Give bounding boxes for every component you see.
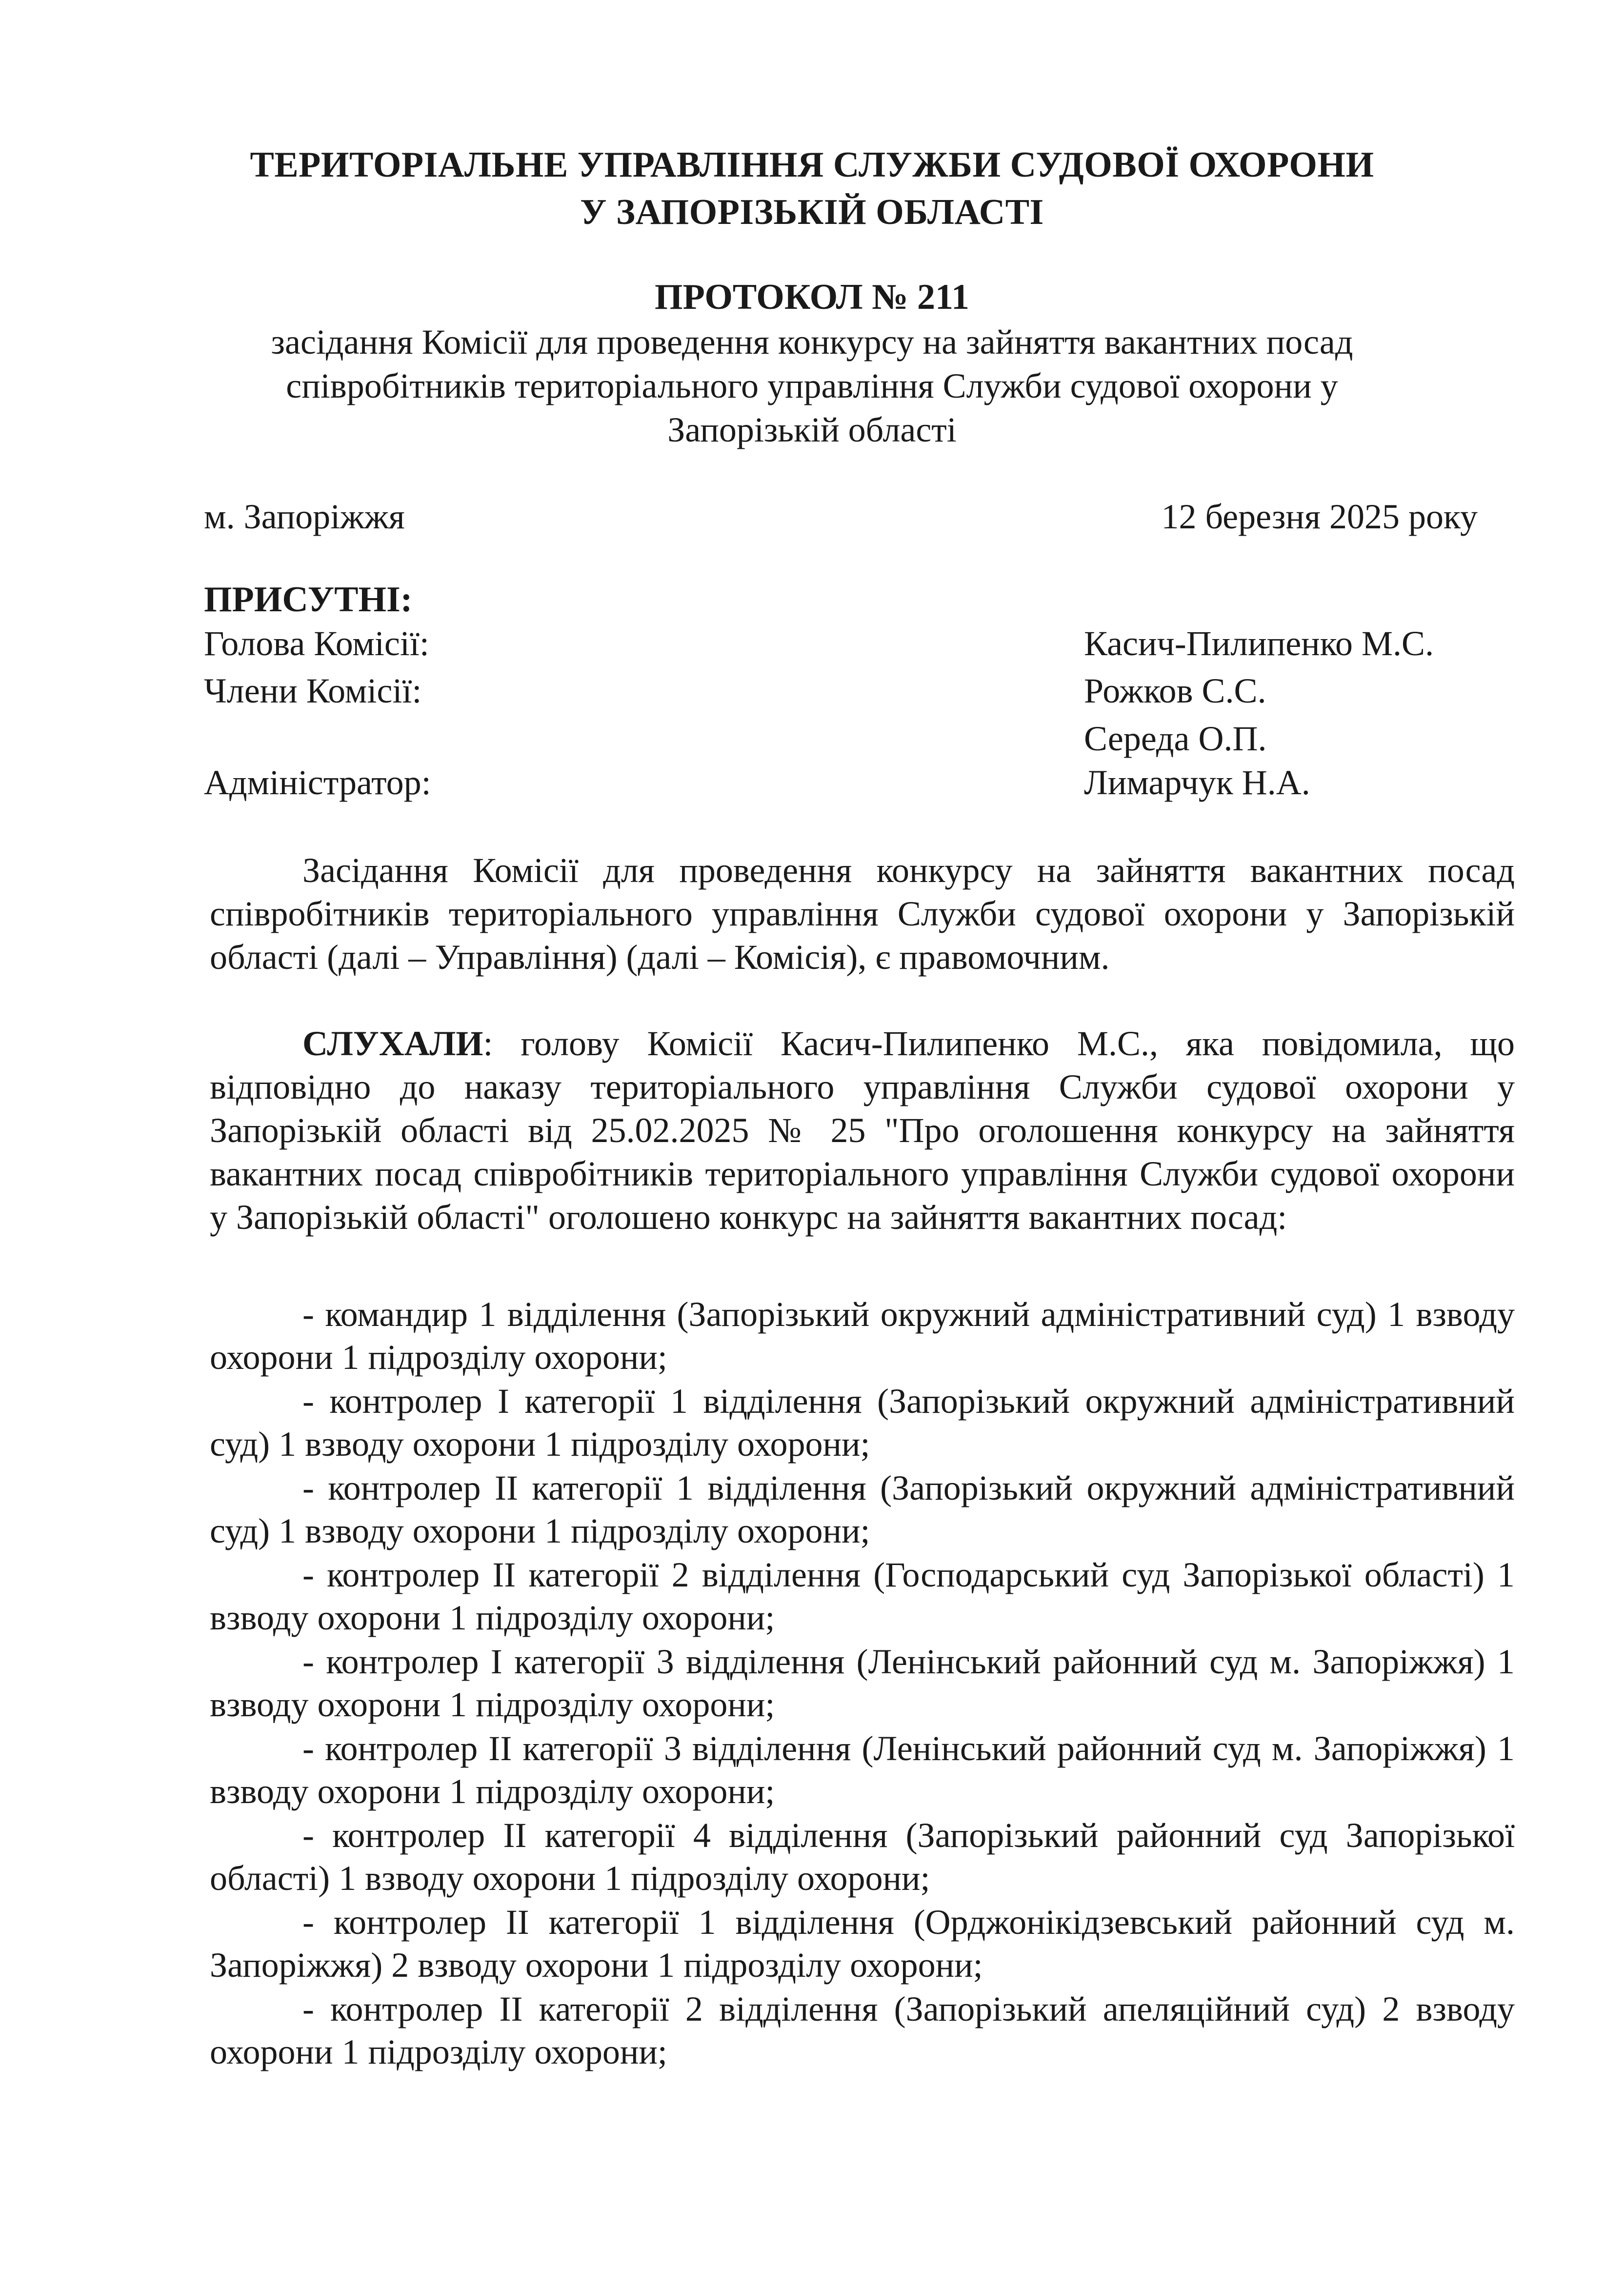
heard-label: СЛУХАЛИ bbox=[302, 1024, 483, 1063]
document-date: 12 березня 2025 року bbox=[1161, 497, 1478, 536]
position-list-item: - контролер ІІ категорії 2 відділення (Запорізький апеляційний суд) 2 взводу охорони 1 підрозділу охорони; bbox=[210, 1989, 1515, 2071]
present-name: Середа О.П. bbox=[1084, 719, 1267, 758]
present-name: Рожков С.С. bbox=[1084, 671, 1266, 710]
position-list-item: - контролер ІІ категорії 1 відділення (Орджонікідзевський районний суд м. Запоріжжя) 2 взводу охорони 1 підрозділу охорони; bbox=[210, 1903, 1515, 1985]
heard-text: : голову Комісії Касич-Пилипенко М.С., яка повідомила, що відповідно до наказу територіального управління Служби судової охорони у Запорізькій області від 25.02.2025 № 25 "Про оголошення конкурсу на зайняття вакантних посад співробітників територіального управління Служби судової охорони у Запорізькій області" оголошено конкурс на зайняття вакантних посад: bbox=[210, 1024, 1515, 1237]
position-list-item: - контролер І категорії 1 відділення (Запорізький окружний адміністративний суд) 1 взводу охорони 1 підрозділу охорони; bbox=[210, 1382, 1515, 1464]
present-heading: ПРИСУТНІ: bbox=[204, 580, 413, 620]
present-name: Касич-Пилипенко М.С. bbox=[1084, 624, 1434, 663]
position-list-item: - командир 1 відділення (Запорізький окружний адміністративний суд) 1 взводу охорони 1 підрозділу охорони; bbox=[210, 1295, 1515, 1377]
protocol-subtitle-line-1: засідання Комісії для проведення конкурсу на зайняття вакантних посад bbox=[271, 322, 1353, 361]
organization-name-line-2: У ЗАПОРІЗЬКІЙ ОБЛАСТІ bbox=[580, 192, 1044, 232]
document-place: м. Запоріжжя bbox=[204, 497, 405, 536]
quorum-text: Засідання Комісії для проведення конкурсу на зайняття вакантних посад співробітників територіального управління Служби судової охорони у Запорізькій області (далі – Управління) (далі – Комісія), є правомочним. bbox=[210, 851, 1515, 977]
position-list-item: - контролер І категорії 3 відділення (Ленінський районний суд м. Запоріжжя) 1 взводу охорони 1 підрозділу охорони; bbox=[210, 1642, 1515, 1724]
protocol-subtitle-line-2: співробітників територіального управління Служби судової охорони у bbox=[286, 366, 1338, 405]
protocol-title: ПРОТОКОЛ № 211 bbox=[655, 277, 969, 317]
quorum-paragraph bbox=[210, 849, 1515, 979]
position-list-item: - контролер ІІ категорії 3 відділення (Ленінський районний суд м. Запоріжжя) 1 взводу охорони 1 підрозділу охорони; bbox=[210, 1729, 1515, 1811]
present-role: Адміністратор: bbox=[204, 763, 431, 802]
heard-paragraph bbox=[210, 1022, 1515, 1239]
position-list-item: - контролер ІІ категорії 1 відділення (Запорізький окружний адміністративний суд) 1 взводу охорони 1 підрозділу охорони; bbox=[210, 1468, 1515, 1550]
organization-name-line-1: ТЕРИТОРІАЛЬНЕ УПРАВЛІННЯ СЛУЖБИ СУДОВОЇ ОХОРОНИ bbox=[250, 145, 1374, 185]
position-list-item: - контролер ІІ категорії 4 відділення (Запорізький районний суд Запорізької області) 1 взводу охорони 1 підрозділу охорони; bbox=[210, 1816, 1515, 1898]
position-list-item: - контролер ІІ категорії 2 відділення (Господарський суд Запорізької області) 1 взводу охорони 1 підрозділу охорони; bbox=[210, 1555, 1515, 1637]
present-name: Лимарчук Н.А. bbox=[1084, 763, 1310, 802]
present-role: Голова Комісії: bbox=[204, 624, 429, 663]
present-role: Члени Комісії: bbox=[204, 671, 422, 710]
protocol-subtitle-line-3: Запорізькій області bbox=[667, 410, 957, 449]
